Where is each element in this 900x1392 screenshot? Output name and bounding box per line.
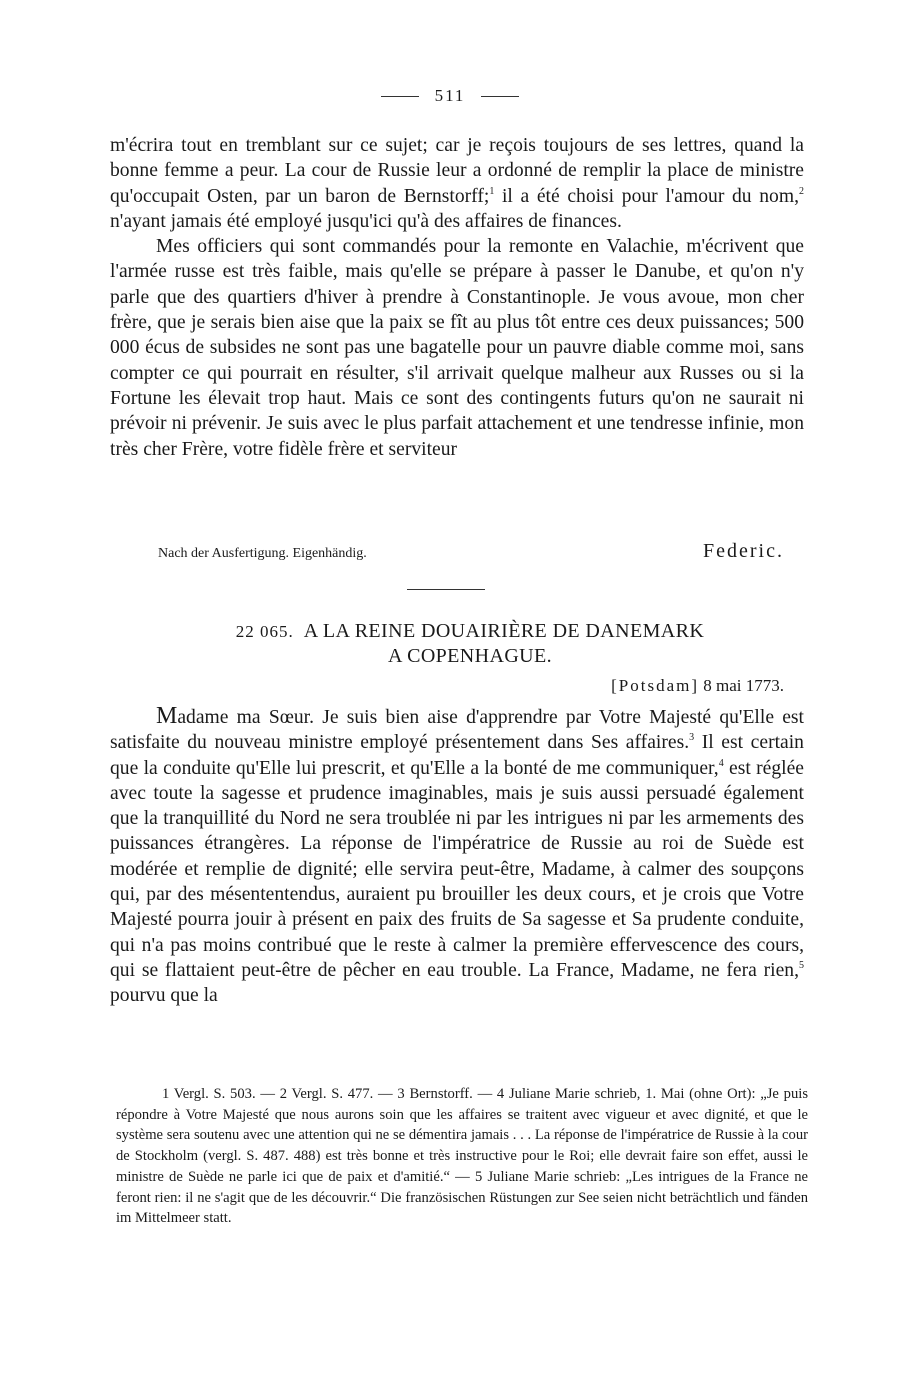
letter-heading [150, 619, 790, 669]
letter-recipient: A LA REINE DOUAIRIÈRE DE DANEMARK [303, 620, 705, 642]
footnotes-text: 1 Vergl. S. 503. — 2 Vergl. S. 477. — 3 Bernstorff. — 4 Juliane Marie schrieb, 1. Mai (ohne Ort): „Je puis répondre à Votre Majesté que nous aurons soin que les affaires se traitent avec vigueur et avec dignité, et que le système sera soutenu avec une attention qui ne se démentira jamais . . . La réponse de l'impératrice de Russie à la cour de Stockholm (vergl. S. 487. 488) est très bonne et très instructive pour le Roi; elle devrait faire son effet, aussi le ministre de Suède ne parle ici que de paix et d'amitié.“ — 5 Juliane Marie schrieb: „Les intrigues de la France ne feront rien: il ne s'agit que de les découvrir.“ Die französischen Rüstungen zur See seien nicht beträchtlich und fänden im Mittelmeer statt. [116, 1086, 808, 1227]
text-segment: m'écrira tout en tremblant sur ce sujet; car je reçois toujours de ses lettres, quand la bonne femme a peur. La cour de Russie leur a ordonné de remplir la place de ministre qu'occupait Osten, par un baron de Bernstorff; [110, 135, 804, 207]
salutation-initial: M [156, 703, 178, 729]
section-separator [407, 589, 485, 590]
footnote-ref-2: 2 [798, 185, 804, 197]
letter-heading-line-1 [150, 619, 790, 644]
signature: Federic. [703, 540, 784, 562]
closing-row [158, 540, 784, 563]
text-segment: il a été choisi pour l'amour du nom, [501, 185, 799, 207]
letter-place: [Potsdam] [611, 676, 699, 695]
letter-body [110, 704, 804, 1009]
footnote-ref-4: 4 [718, 757, 724, 769]
page-header [0, 86, 900, 106]
continuation-text [110, 133, 804, 462]
text-segment: adame ma Sœur. Je suis bien aise d'apprendre par Votre Majesté qu'Elle est satisfaite du nouveau ministre employé présentement dans Ses affaires. [110, 707, 804, 754]
footnote-ref-5: 5 [799, 959, 804, 971]
source-note: Nach der Ausfertigung. Eigenhändig. [158, 546, 367, 561]
text-segment: pourvu que la [110, 985, 218, 1007]
footnote-ref-1: 1 [489, 185, 495, 197]
text-segment: Il est certain que la conduite qu'Elle lui prescrit, et qu'Elle a la bonté de me communiquer, [110, 732, 804, 779]
header-dash-left [381, 96, 419, 97]
continuation-paragraph-2: Mes officiers qui sont commandés pour la remonte en Valachie, m'écrivent que l'armée russe est très faible, mais qu'elle se prépare à passer le Danube, et qu'on n'y parle que des quartiers d'hiver à prendre à Constantinople. Je vous avoue, mon cher frère, que je serais bien aise que la paix se fît au plus tôt entre ces deux puissances; 500 000 écus de subsides ne sont pas une bagatelle pour un pauvre diable comme moi, sans compter ce qui pourrait en résulter, s'il arrivait quelque malheur aux Russes ou si la Fortune les élevait trop haut. Mais ce sont des contingents futurs qu'on ne saurait ni prévoir ni prévenir. Je suis avec le plus parfait attachement et une tendresse infinie, mon très cher Frère, votre fidèle frère et serviteur [110, 236, 804, 460]
letter-number: 22 065. [235, 622, 294, 641]
text-segment: n'ayant jamais été employé jusqu'ici qu'à des affaires de finances. [110, 210, 622, 232]
footnotes [116, 1084, 808, 1229]
letter-date: 8 mai 1773. [703, 676, 784, 695]
place-date [400, 676, 784, 696]
letter-heading-line-2: A COPENHAGUE. [387, 645, 553, 667]
page-number: 511 [434, 86, 466, 105]
text-segment: est réglée avec toute la sagesse et prudence imaginables, mais je suis aussi persuadé également que la tranquillité du Nord ne sera troublée ni par les intrigues ni par les armements des puissances étrangères. La réponse de l'impératrice de Russie au roi de Suède est modérée et remplie de dignité; elle servira peut-être, Madame, à calmer des soupçons qui, par des mésententendus, auraient pu brouiller les deux cours, et je crois que Votre Majesté pourra jouir à présent en paix des fruits de Sa sagesse et Sa prudente conduite, qui n'a pas moins contribué que le reste à calmer la première effervescence des cours, qui se flattaient peut-être de pêcher en eau trouble. La France, Madame, ne fera rien, [110, 757, 804, 981]
letter-paragraph [110, 704, 804, 1009]
continuation-paragraph-1 [110, 133, 804, 234]
header-dash-right [481, 96, 519, 97]
footnote-ref-3: 3 [689, 732, 695, 744]
